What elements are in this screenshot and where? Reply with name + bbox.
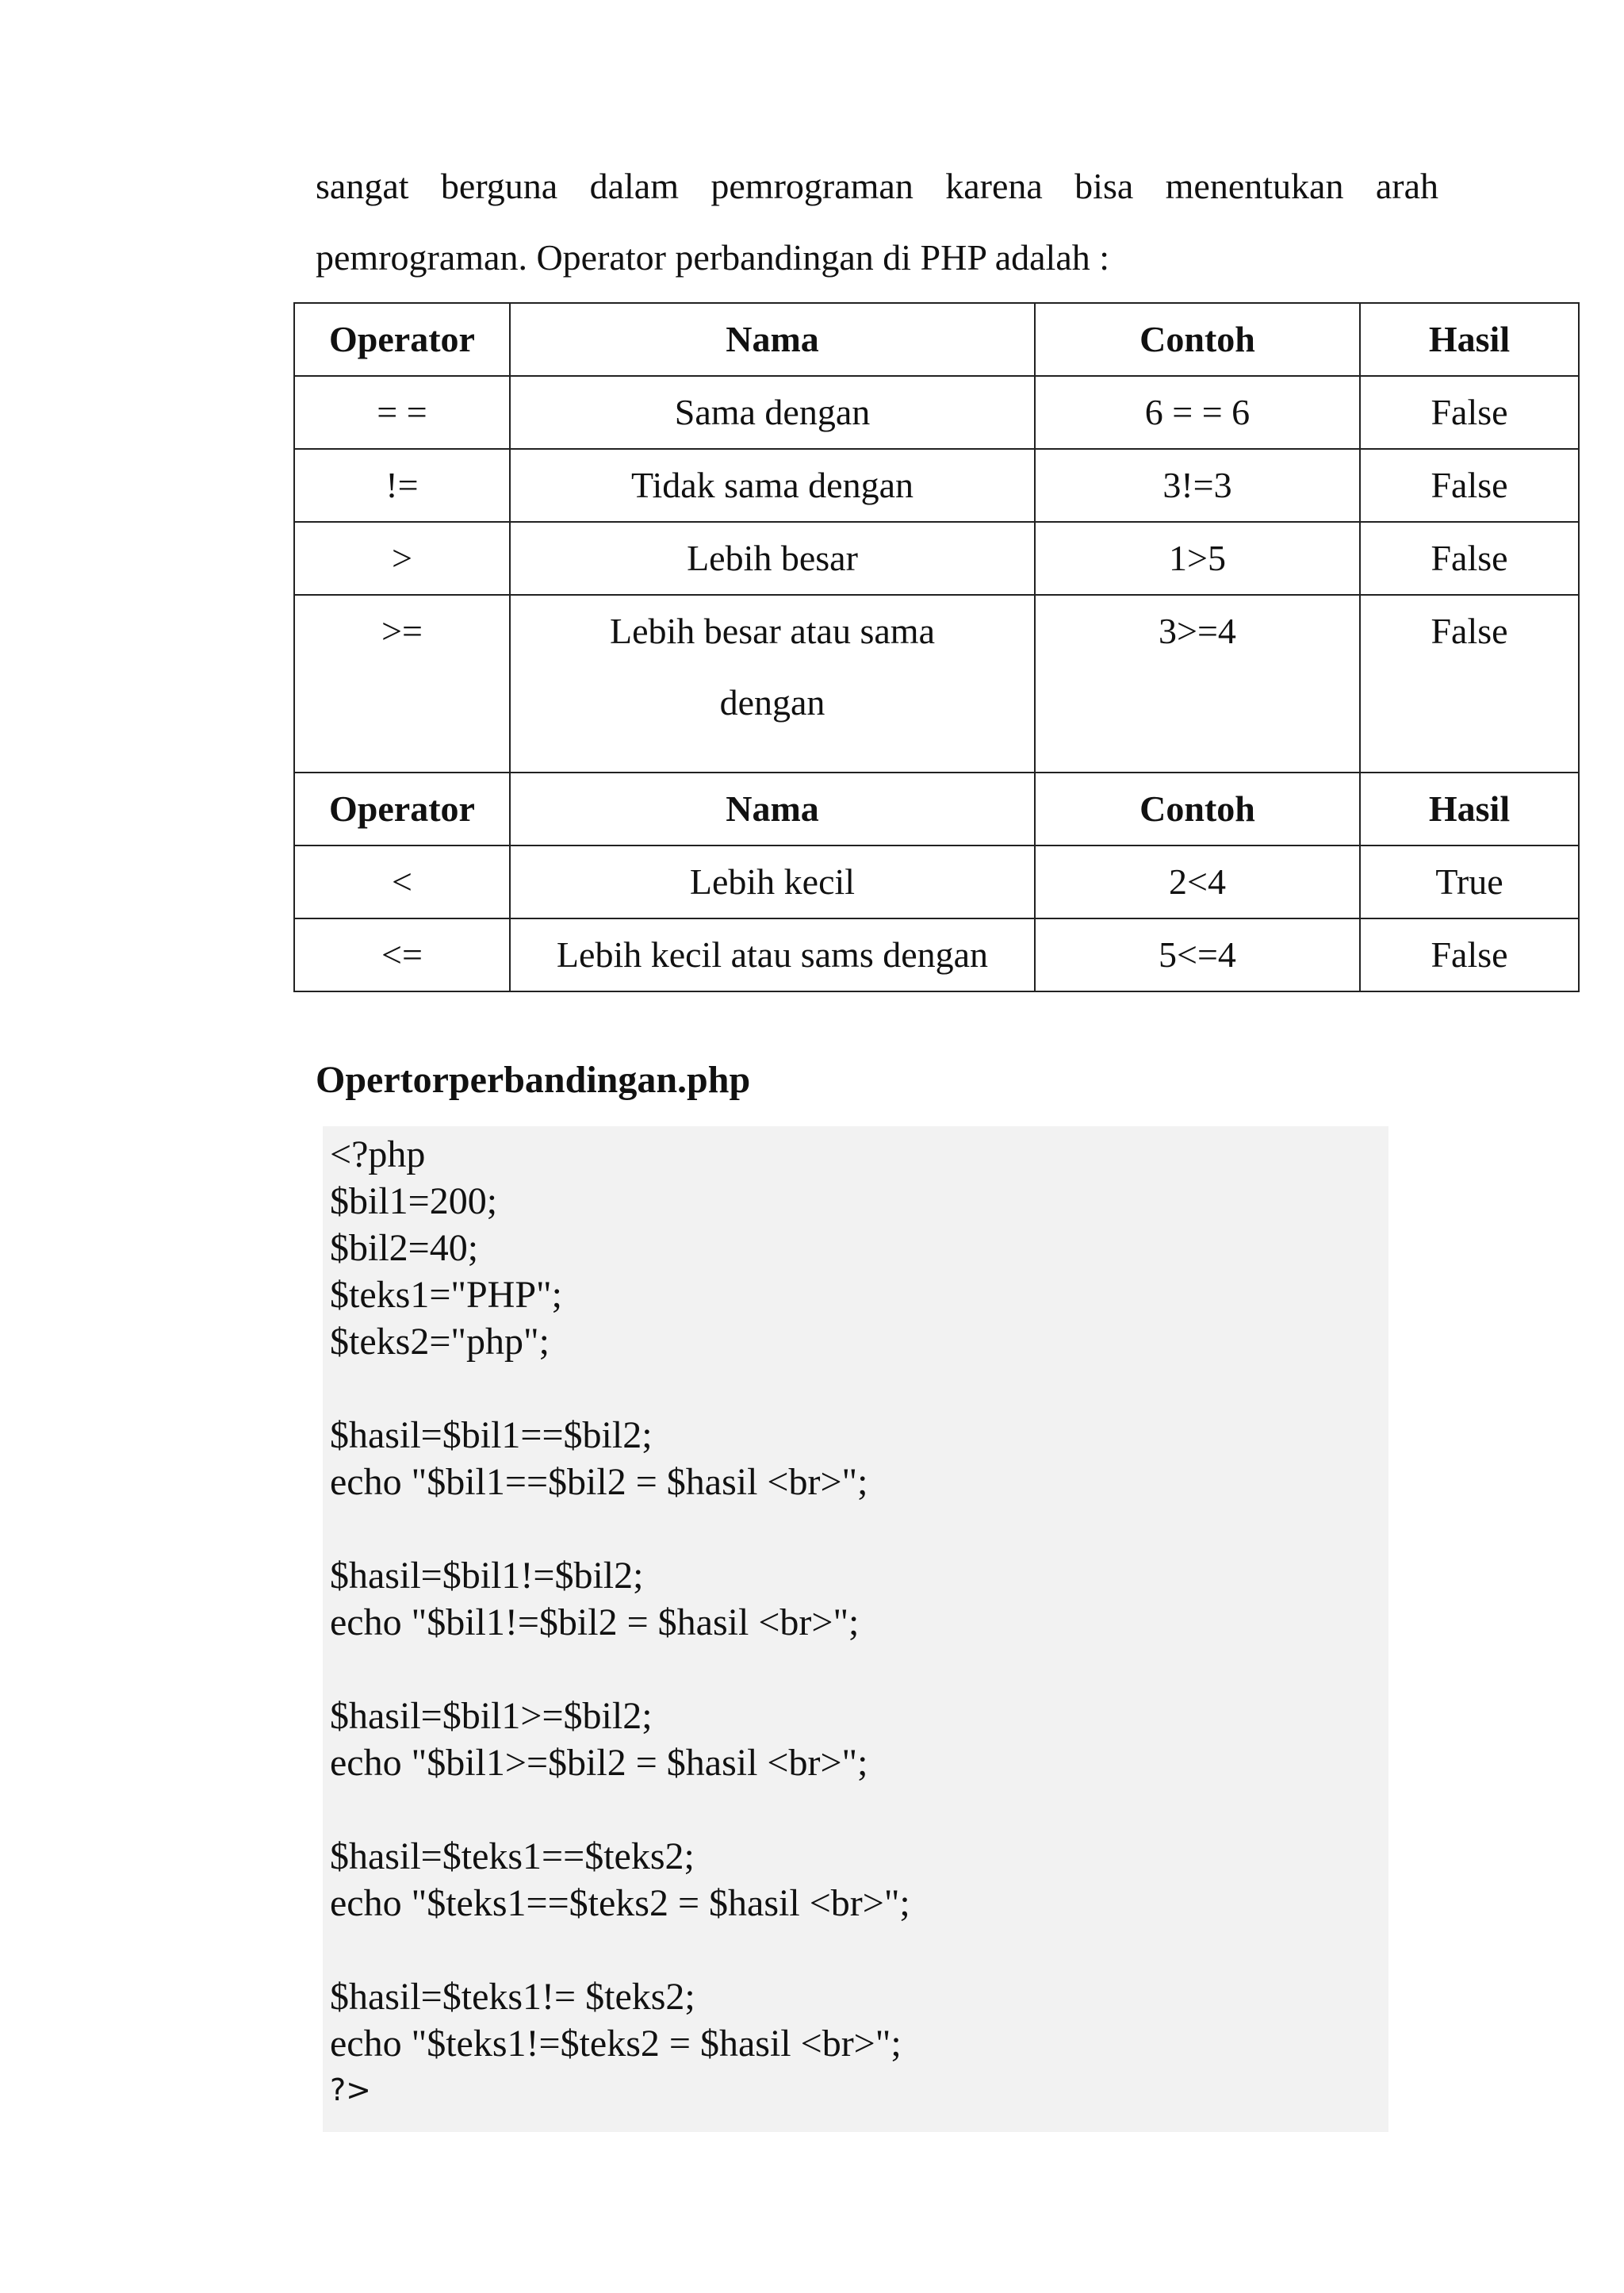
intro-paragraph: [316, 151, 1438, 293]
cell-contoh: 1>5: [1035, 522, 1360, 595]
table-row: [294, 522, 1579, 595]
cell-contoh: 5<=4: [1035, 918, 1360, 991]
cell-nama-line-2: dengan: [719, 682, 825, 723]
code-line: $hasil=$bil1==$bil2;: [330, 1414, 653, 1456]
table-row: [294, 376, 1579, 449]
cell-operator: <: [294, 845, 510, 918]
code-line-closing-tag: ?>: [330, 2073, 372, 2107]
cell-nama: Lebih kecil atau sams dengan: [510, 918, 1035, 991]
table-repeated-header-row: [294, 773, 1579, 845]
header-cell-operator: Operator: [294, 773, 510, 845]
header-cell-hasil: Hasil: [1360, 303, 1579, 376]
cell-operator: >=: [294, 595, 510, 773]
cell-hasil: False: [1360, 522, 1579, 595]
code-blank-line: [330, 1365, 1388, 1412]
header-cell-contoh: Contoh: [1035, 773, 1360, 845]
header-cell-nama: Nama: [510, 303, 1035, 376]
cell-nama-line-1: Lebih besar atau sama: [610, 611, 935, 651]
cell-operator: >: [294, 522, 510, 595]
cell-nama: Lebih kecil: [510, 845, 1035, 918]
code-blank-line: [330, 1927, 1388, 1973]
table-row: [294, 595, 1579, 773]
code-line: <?php: [330, 1133, 426, 1175]
cell-operator: !=: [294, 449, 510, 522]
code-line: echo "$bil1!=$bil2 = $hasil <br>";: [330, 1601, 860, 1643]
table-row: [294, 845, 1579, 918]
cell-nama: [510, 595, 1035, 773]
code-line: $teks2="php";: [330, 1321, 550, 1363]
cell-nama: Lebih besar: [510, 522, 1035, 595]
cell-hasil: False: [1360, 449, 1579, 522]
code-line: echo "$bil1>=$bil2 = $hasil <br>";: [330, 1742, 868, 1784]
cell-hasil: False: [1360, 376, 1579, 449]
cell-operator: <=: [294, 918, 510, 991]
cell-hasil: False: [1360, 918, 1579, 991]
code-line: $hasil=$teks1==$teks2;: [330, 1835, 695, 1877]
cell-hasil: True: [1360, 845, 1579, 918]
code-blank-line: [330, 1505, 1388, 1552]
code-line: echo "$teks1==$teks2 = $hasil <br>";: [330, 1882, 910, 1924]
code-line: echo "$bil1==$bil2 = $hasil <br>";: [330, 1461, 868, 1503]
code-blank-line: [330, 1646, 1388, 1693]
header-cell-operator: Operator: [294, 303, 510, 376]
cell-hasil: False: [1360, 595, 1579, 773]
table-row: [294, 449, 1579, 522]
header-cell-hasil: Hasil: [1360, 773, 1579, 845]
cell-contoh: 3!=3: [1035, 449, 1360, 522]
table-header-row: [294, 303, 1579, 376]
code-line: $teks1="PHP";: [330, 1274, 562, 1316]
comparison-operator-table: [293, 302, 1580, 992]
code-line: $bil1=200;: [330, 1180, 498, 1222]
code-block: [323, 1126, 1388, 2132]
header-cell-nama: Nama: [510, 773, 1035, 845]
code-line: $hasil=$bil1>=$bil2;: [330, 1695, 653, 1737]
cell-nama: Tidak sama dengan: [510, 449, 1035, 522]
code-line: echo "$teks1!=$teks2 = $hasil <br>";: [330, 2023, 902, 2065]
cell-contoh: 6 = = 6: [1035, 376, 1360, 449]
code-line: $hasil=$bil1!=$bil2;: [330, 1555, 644, 1597]
header-cell-contoh: Contoh: [1035, 303, 1360, 376]
code-line: $hasil=$teks1!= $teks2;: [330, 1976, 695, 2018]
intro-line-1: sangat berguna dalam pemrograman karena bisa menentukan arah: [316, 166, 1438, 206]
intro-line-2: pemrograman. Operator perbandingan di PHP adalah :: [316, 237, 1110, 278]
cell-contoh: 3>=4: [1035, 595, 1360, 773]
code-blank-line: [330, 1786, 1388, 1833]
code-line: $bil2=40;: [330, 1227, 479, 1269]
cell-contoh: 2<4: [1035, 845, 1360, 918]
code-file-title: Opertorperbandingan.php: [316, 1059, 751, 1101]
cell-operator: = =: [294, 376, 510, 449]
table-row: [294, 918, 1579, 991]
cell-nama: Sama dengan: [510, 376, 1035, 449]
